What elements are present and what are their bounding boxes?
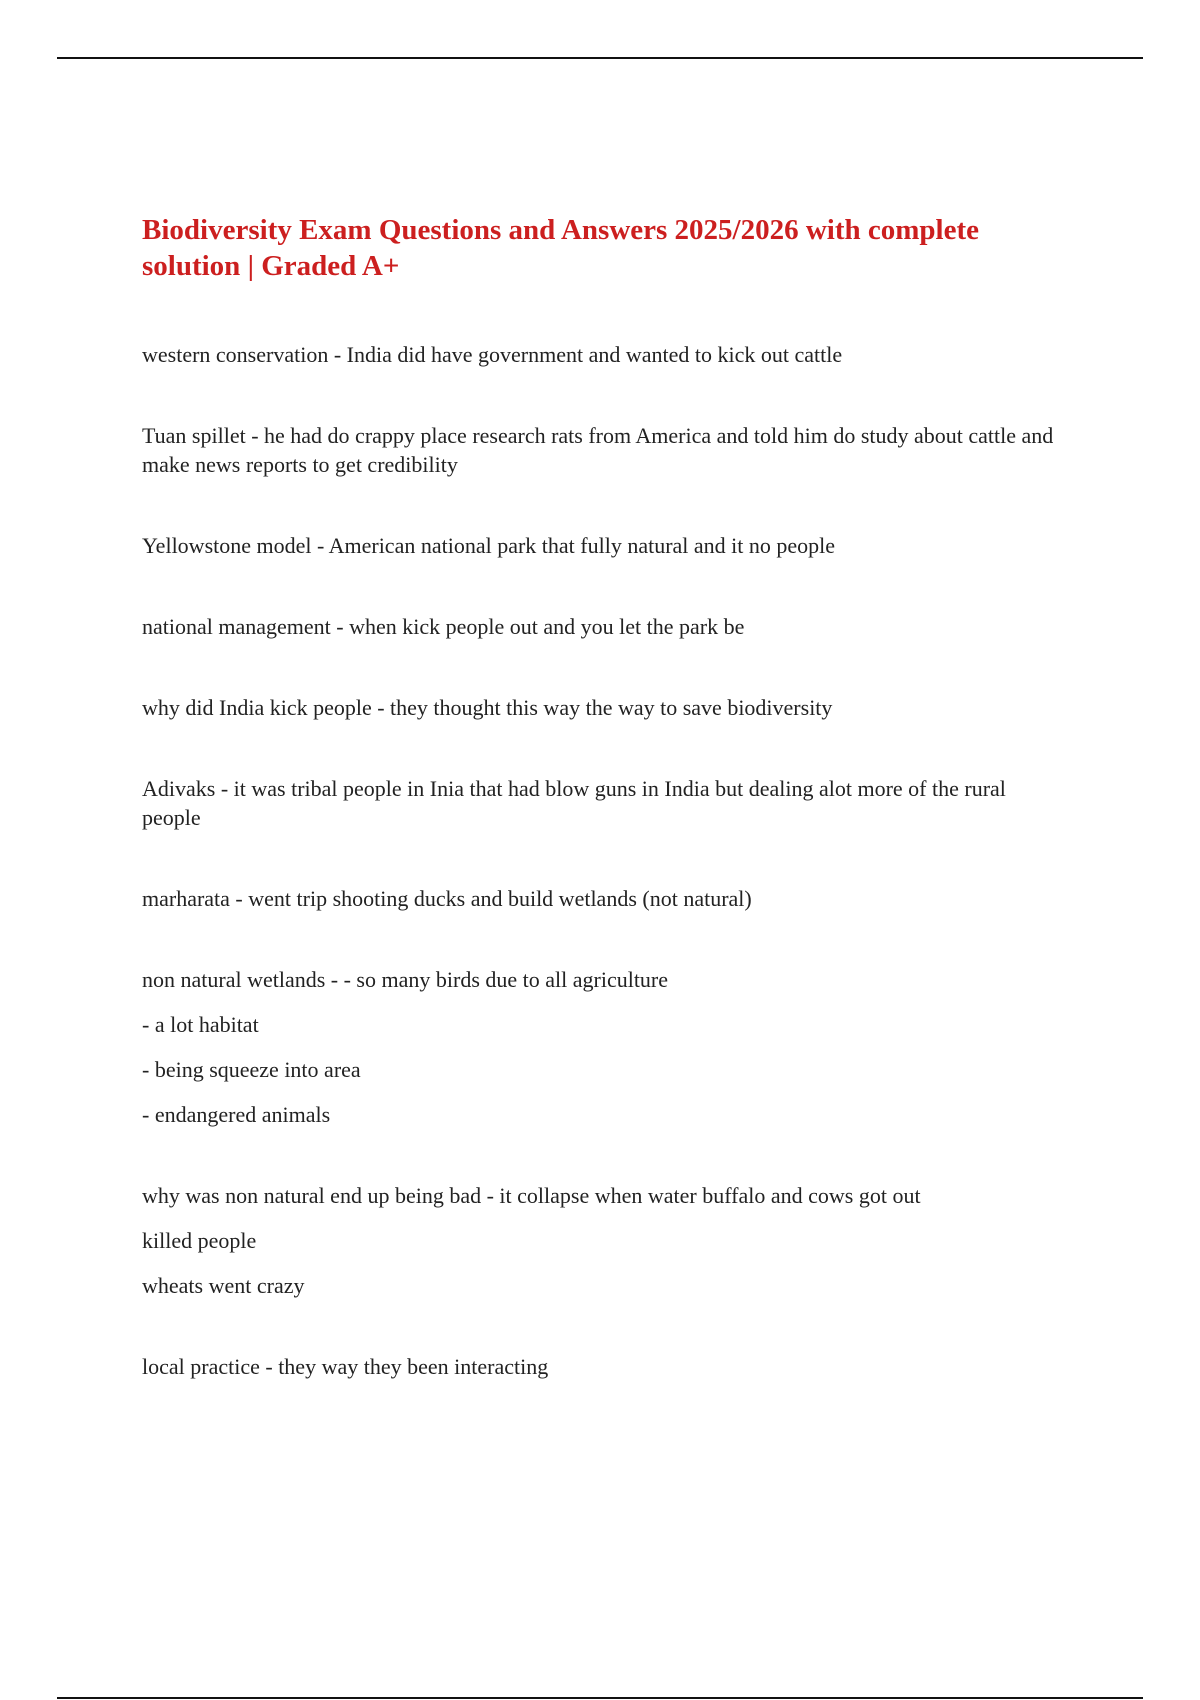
qa-sub-line: - being squeeze into area bbox=[142, 1057, 361, 1082]
qa-entry-national-management bbox=[142, 612, 1062, 641]
qa-entry-why-india-kick-people bbox=[142, 693, 1062, 722]
qa-entry-marharata bbox=[142, 884, 1062, 913]
qa-sub-line: - endangered animals bbox=[142, 1102, 331, 1127]
qa-list bbox=[142, 340, 1062, 1381]
qa-text: Tuan spillet - he had do crappy place research rats from America and told him do study about cattle and make news reports to get credibility bbox=[142, 423, 1054, 477]
qa-text: non natural wetlands - - so many birds due to all agriculture bbox=[142, 967, 669, 992]
qa-sub-line: - a lot habitat bbox=[142, 1012, 259, 1037]
qa-text: western conservation - India did have government and wanted to kick out cattle bbox=[142, 342, 843, 367]
document-body bbox=[142, 212, 1062, 1433]
qa-sub-line: killed people bbox=[142, 1228, 257, 1253]
qa-entry-tuan-spillet bbox=[142, 421, 1062, 479]
qa-text: national management - when kick people out and you let the park be bbox=[142, 614, 745, 639]
qa-entry-western-conservation bbox=[142, 340, 1062, 369]
qa-entry-adivaks bbox=[142, 774, 1062, 832]
qa-entry-why-non-natural-bad bbox=[142, 1181, 1062, 1300]
qa-entry-local-practice bbox=[142, 1352, 1062, 1381]
qa-text: Yellowstone model - American national park that fully natural and it no people bbox=[142, 533, 836, 558]
footer-rule bbox=[57, 1697, 1143, 1699]
header-rule bbox=[57, 57, 1143, 59]
qa-text: why did India kick people - they thought this way the way to save biodiversity bbox=[142, 695, 833, 720]
qa-text: why was non natural end up being bad - it collapse when water buffalo and cows got out bbox=[142, 1183, 921, 1208]
qa-entry-non-natural-wetlands bbox=[142, 965, 1062, 1129]
qa-text: marharata - went trip shooting ducks and build wetlands (not natural) bbox=[142, 886, 752, 911]
qa-sub-line: wheats went crazy bbox=[142, 1273, 305, 1298]
qa-entry-yellowstone-model bbox=[142, 531, 1062, 560]
document-title: Biodiversity Exam Questions and Answers 2025/2026 with complete solution | Graded A+ bbox=[142, 214, 979, 282]
qa-text: Adivaks - it was tribal people in Inia that had blow guns in India but dealing alot more of the rural people bbox=[142, 776, 1006, 830]
qa-text: local practice - they way they been interacting bbox=[142, 1354, 549, 1379]
